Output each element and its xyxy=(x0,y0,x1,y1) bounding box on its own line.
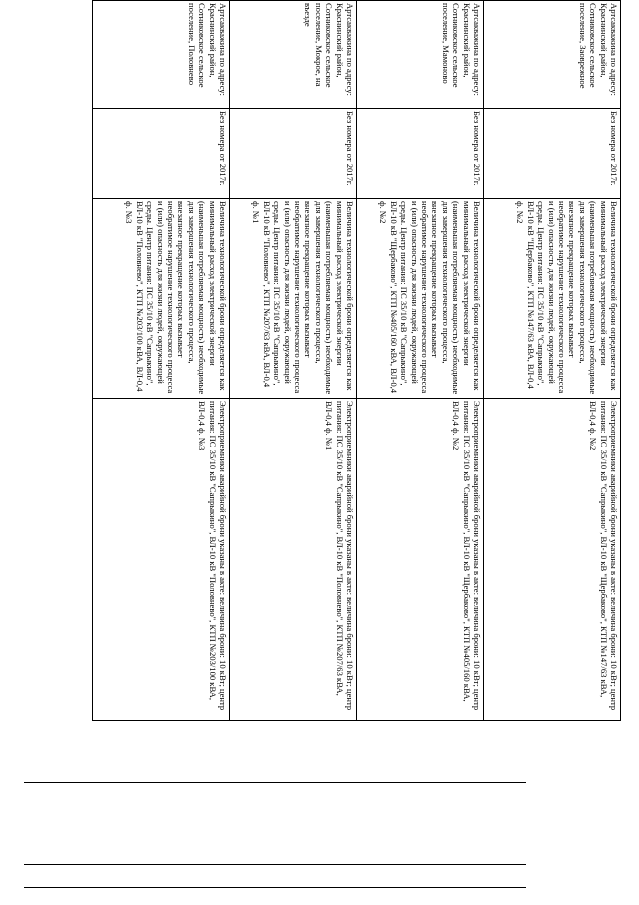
emergency-note-cell: Электроприемники аварийной брони указаны в акте: величина брони: 10 кВт; центр питания: ПС 35/10 кВ "Сапрыкино", ВЛ-10 кВ "Щербаково", КТП №405/160 кВА, ВЛ-0,4 ф. №2 xyxy=(357,399,484,721)
emergency-note-cell: Электроприемники аварийной брони указаны в акте: величина брони: 10 кВт; центр питания: ПС 35/10 кВ "Сапрыкино", ВЛ-10 кВ "Половнево", КТП №203/100 кВА, ВЛ-0,4 ф. №3 xyxy=(93,399,230,721)
rule-line xyxy=(24,864,526,865)
address-cell: Артсакважина по адресу: Краснинский район, Сотниковское сельское поселение, Мокрое, на въезде xyxy=(230,1,357,109)
reserve-value-cell: Величина технологической брони определяется как минимальный расход электрической энергии (наименьшая потребляемая мощность) необходимые для завершения технологического процесса, внезапное прекращение которых вызывает необратимое нарушение технологического процесса и (или) опасность для жизни людей, окружающей среды. Центр питания: ПС 35/10 кВ "Сапрыкино", ВЛ-10 кВ "Щербаково", КТП №147/63 кВА, ВЛ-0,4 ф. №2 xyxy=(484,199,621,399)
table-row xyxy=(230,1,357,721)
emergency-note-cell: Электроприемники аварийной брони указаны в акте: величина брони: 10 кВт; центр питания: ПС 35/10 кВ "Сапрыкино", ВЛ-10 кВ "Щербаково", КТП №147/63 кВА, ВЛ-0,4 ф. №2 xyxy=(484,399,621,721)
emergency-note-cell: Электроприемники аварийной брони указаны в акте: величина брони: 10 кВт; центр питания: ПС 35/10 кВ "Сапрыкино", ВЛ-10 кВ "Половнево", КТП №207/63 кВА, ВЛ-0,4 ф. №1 xyxy=(230,399,357,721)
rule-line xyxy=(24,782,526,783)
address-cell: Артсакважина по адресу: Краснинский район, Сотниковское сельское поселение, Заоврежное xyxy=(484,1,621,109)
act-number-cell: Без номера от 2017г. xyxy=(357,109,484,199)
reserve-value-cell: Величина технологической брони определяется как минимальный расход электрической энергии (наименьшая потребляемая мощность) необходимые для завершения технологического процесса, внезапное прекращение которых вызывает необратимое нарушение технологического процесса и (или) опасность для жизни людей, окружающей среды. Центр питания: ПС 35/10 кВ "Сапрыкино", ВЛ-10 кВ "Половнево", КТП №207/63 кВА, ВЛ-0,4 ф. №1 xyxy=(230,199,357,399)
address-cell: Артсакважина по адресу: Краснинский район, Сотниковское сельское поселение, Мамоново xyxy=(357,1,484,109)
table-row xyxy=(357,1,484,721)
act-number-cell: Без номера от 2017г. xyxy=(230,109,357,199)
act-number-cell: Без номера от 2017г. xyxy=(93,109,230,199)
act-number-cell: Без номера от 2017г. xyxy=(484,109,621,199)
address-cell: Артсакважина по адресу: Краснинский район, Сотниковское сельское поселение, Половнево xyxy=(93,1,230,109)
table-row xyxy=(93,1,230,721)
rule-line xyxy=(24,887,526,888)
reserve-table xyxy=(92,0,621,721)
table-row xyxy=(484,1,621,721)
reserve-value-cell: Величина технологической брони определяется как минимальный расход электрической энергии (наименьшая потребляемая мощность) необходимые для завершения технологического процесса, внезапное прекращение которых вызывает необратимое нарушение технологического процесса и (или) опасность для жизни людей, окружающей среды. Центр питания: ПС 35/10 кВ "Сапрыкино", ВЛ-10 кВ "Щербаково", КТП №405/160 кВА, ВЛ-0,4 ф. №2 xyxy=(357,199,484,399)
reserve-value-cell: Величина технологической брони определяется как минимальный расход электрической энергии (наименьшая потребляемая мощность) необходимые для завершения технологического процесса, внезапное прекращение которых вызывает необратимое нарушение технологического процесса и (или) опасность для жизни людей, окружающей среды. Центр питания: ПС 35/10 кВ "Сапрыкино", ВЛ-10 кВ "Половнево", КТП №203/100 кВА, ВЛ-0,4 ф. №3 xyxy=(93,199,230,399)
